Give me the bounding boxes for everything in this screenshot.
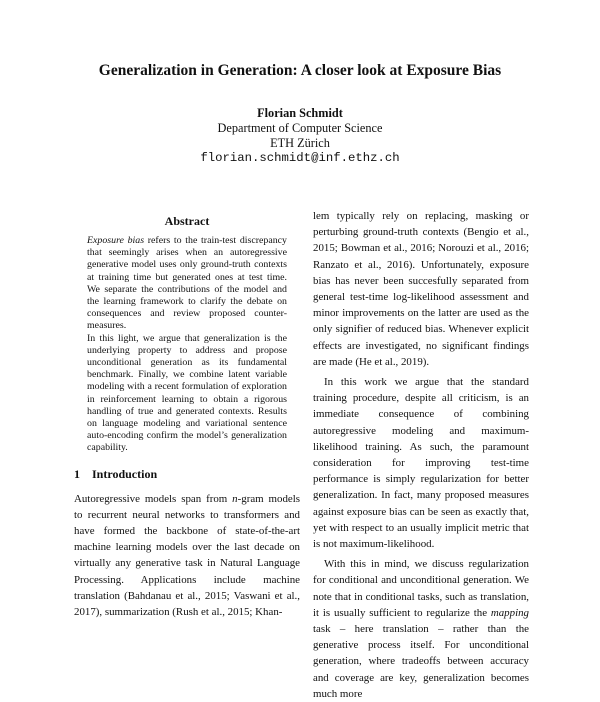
section-number: 1 (74, 466, 80, 481)
right-paragraph-2: In this work we argue that the standard training procedure, despite all criticism, is an immediate consequence of combining autoregressive modeling and maximum-likelihood training. As such, the paramount consideration for improving test-time performance is simply regularization for better generalization. In fact, many proposed measures against exposure bias can be seen as exactly that, yet with respect to an usually implicit metric that is not maximum-likelihood. (313, 376, 529, 551)
affiliation-department: Department of Computer Science (217, 121, 383, 135)
abstract-paragraph-1-text: refers to the train-test discrepancy that seemingly arises when an autoregressive generative model uses only ground-truth contexts at training time but generated ones at test time. We separate the contributions of the model and the learning framework to clarify the debate on consequences and review proposed counter-measures. (87, 235, 287, 332)
section-heading-introduction (74, 466, 300, 482)
right-paragraph-1: lem typically rely on replacing, masking or perturbing ground-truth contexts (Bengio et al., 2015; Bowman et al., 2016; Norouzi et al., 2016; Ranzato et al., 2016). Unfortunately, exposure bias has never been succesfully separated from general test-time log-likelihood assessment and minor improvements on the latter are used as the only signifier of reduced bias. Whenever explicit effects are investigated, no significant findings are made (He et al., 2019). (313, 210, 529, 368)
author-block (0, 106, 600, 166)
paper-title: Generalization in Generation: A closer look at Exposure Bias (98, 62, 502, 79)
abstract-paragraph-1 (87, 235, 287, 333)
abstract-heading: Abstract (164, 214, 210, 228)
abstract-paragraph-2: In this light, we argue that generalization is the underlying property to address and propose unconditional generation as its fundamental benchmark. Finally, we combine latent variable modeling with a recent formulation of exploration in reinforcement learning to obtain a rigorous handling of true and generated contexts. Results on language modeling and variational sentence auto-encoding confirm the model’s generalization capability. (87, 332, 287, 454)
author-name: Florian Schmidt (257, 106, 343, 120)
intro-variable-n: n (232, 492, 238, 505)
right-paragraph-3 (313, 556, 529, 702)
right-p3-emphasis: mapping (490, 606, 529, 619)
right-p3-text-b: task – here translation – rather than the generative process itself. For unconditional generation, where tradeoffs between accuracy and coverage are key, generalization becomes much more (313, 623, 529, 700)
abstract-key-term: Exposure bias (87, 235, 145, 246)
right-p3-text-a: With this in mind, we discuss regularization for conditional and unconditional generation. We note that in conditional tasks, such as translation, it is usually sufficient to regularize the (313, 558, 529, 619)
author-email: florian.schmidt@inf.ethz.ch (200, 151, 400, 165)
abstract-body (87, 235, 287, 455)
introduction-paragraph-1 (74, 491, 300, 621)
intro-text-b: -gram models to recurrent neural networks to transformers and have formed the backbone of state-of-the-art machine learning models over the last decade on virtually any generative task in Natural Language Processing. Applications include machine translation (Bahdanau et al., 2015; Vaswani et al., 2017), summarization (Rush et al., 2015; Khan- (74, 492, 300, 619)
section-title: Introduction (92, 466, 158, 481)
left-column (74, 213, 300, 620)
affiliation-institution: ETH Zürich (270, 136, 330, 150)
right-column (313, 208, 529, 702)
intro-text-a: Autoregressive models span from (74, 492, 233, 505)
